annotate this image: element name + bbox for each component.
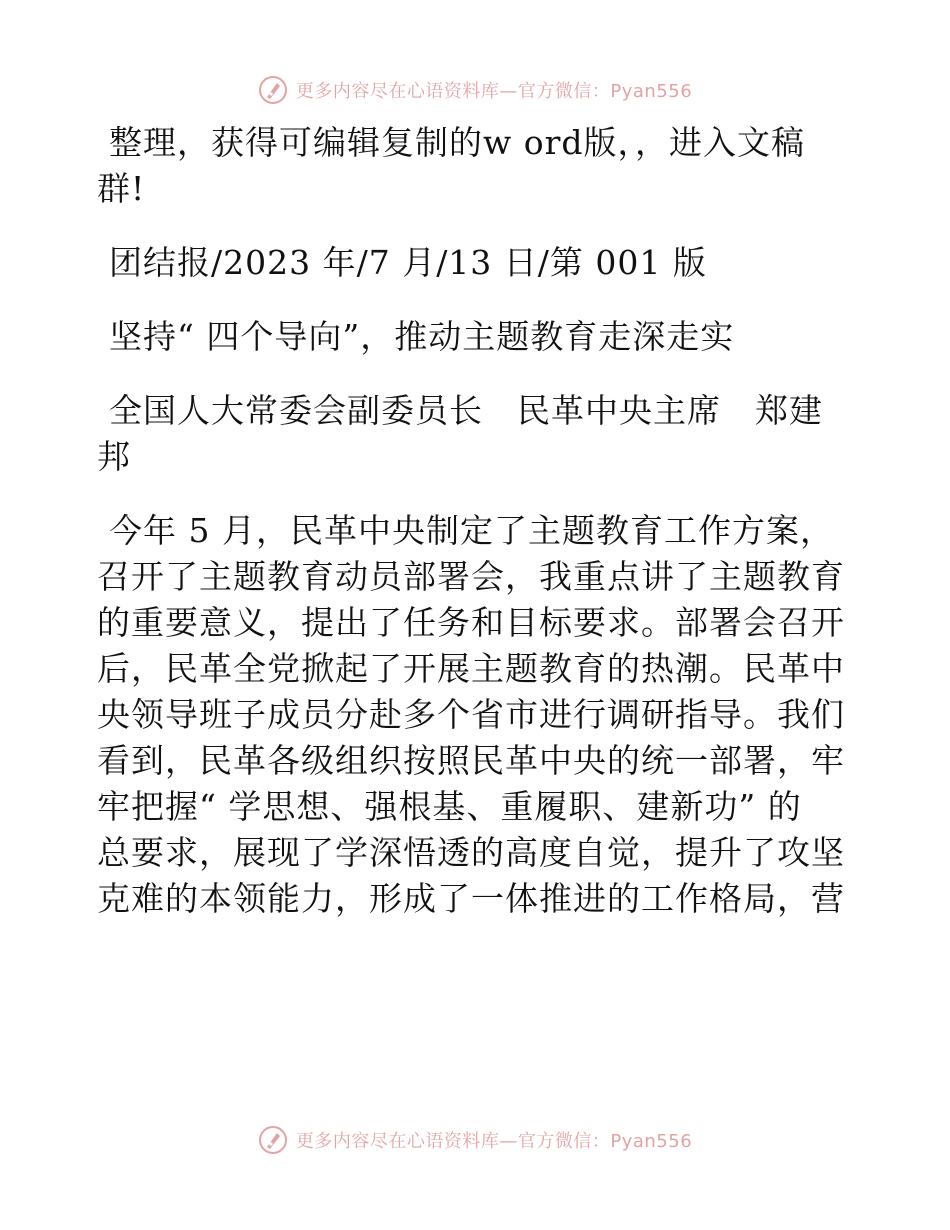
footer-watermark-text: 更多内容尽在心语资料库—官方微信：Pyan556 xyxy=(295,1131,693,1152)
document-body xyxy=(97,120,857,922)
body-line-2: 召开了主题教育动员部署会，我重点讲了主题教育 xyxy=(97,557,845,596)
body-line-1: 今年 5 月，民革中央制定了主题教育工作方案， xyxy=(109,511,834,550)
body-line-9: 克难的本领能力，形成了一体推进的工作格局，营 xyxy=(97,879,845,918)
body-line-6: 看到，民革各级组织按照民革中央的统一部署，牢 xyxy=(97,741,845,780)
header-watermark xyxy=(0,70,950,110)
intro-paragraph xyxy=(97,120,857,212)
source-text: 团结报/2023 年/7 月/13 日/第 001 版 xyxy=(109,243,707,282)
article-title xyxy=(97,314,857,360)
author-line xyxy=(97,388,857,480)
author-line-1: 全国人大常委会副委员长 民革中央主席 郑建 xyxy=(109,391,823,430)
body-paragraph xyxy=(97,508,857,922)
body-line-3: 的重要意义，提出了任务和目标要求。部署会召开 xyxy=(97,603,845,642)
source-line xyxy=(97,240,857,286)
intro-line-2: 群! xyxy=(97,169,146,208)
body-line-7: 牢把握“ 学思想、强根基、重履职、建新功” 的 xyxy=(97,787,802,826)
body-line-4: 后，民革全党掀起了开展主题教育的热潮。民革中 xyxy=(97,649,845,688)
author-line-2: 邦 xyxy=(97,437,131,476)
pen-nib-logo-icon xyxy=(258,75,288,105)
body-line-8: 总要求，展现了学深悟透的高度自觉，提升了攻坚 xyxy=(97,833,845,872)
footer-watermark xyxy=(0,1120,950,1160)
header-watermark-text: 更多内容尽在心语资料库—官方微信：Pyan556 xyxy=(295,81,693,102)
intro-line-1: 整理，获得可编辑复制的w ord版，，进入文稿 xyxy=(109,123,806,162)
pen-nib-logo-icon xyxy=(258,1125,288,1155)
article-title-text: 坚持“ 四个导向”，推动主题教育走深走实 xyxy=(109,317,735,356)
body-line-5: 央领导班子成员分赴多个省市进行调研指导。我们 xyxy=(97,695,845,734)
